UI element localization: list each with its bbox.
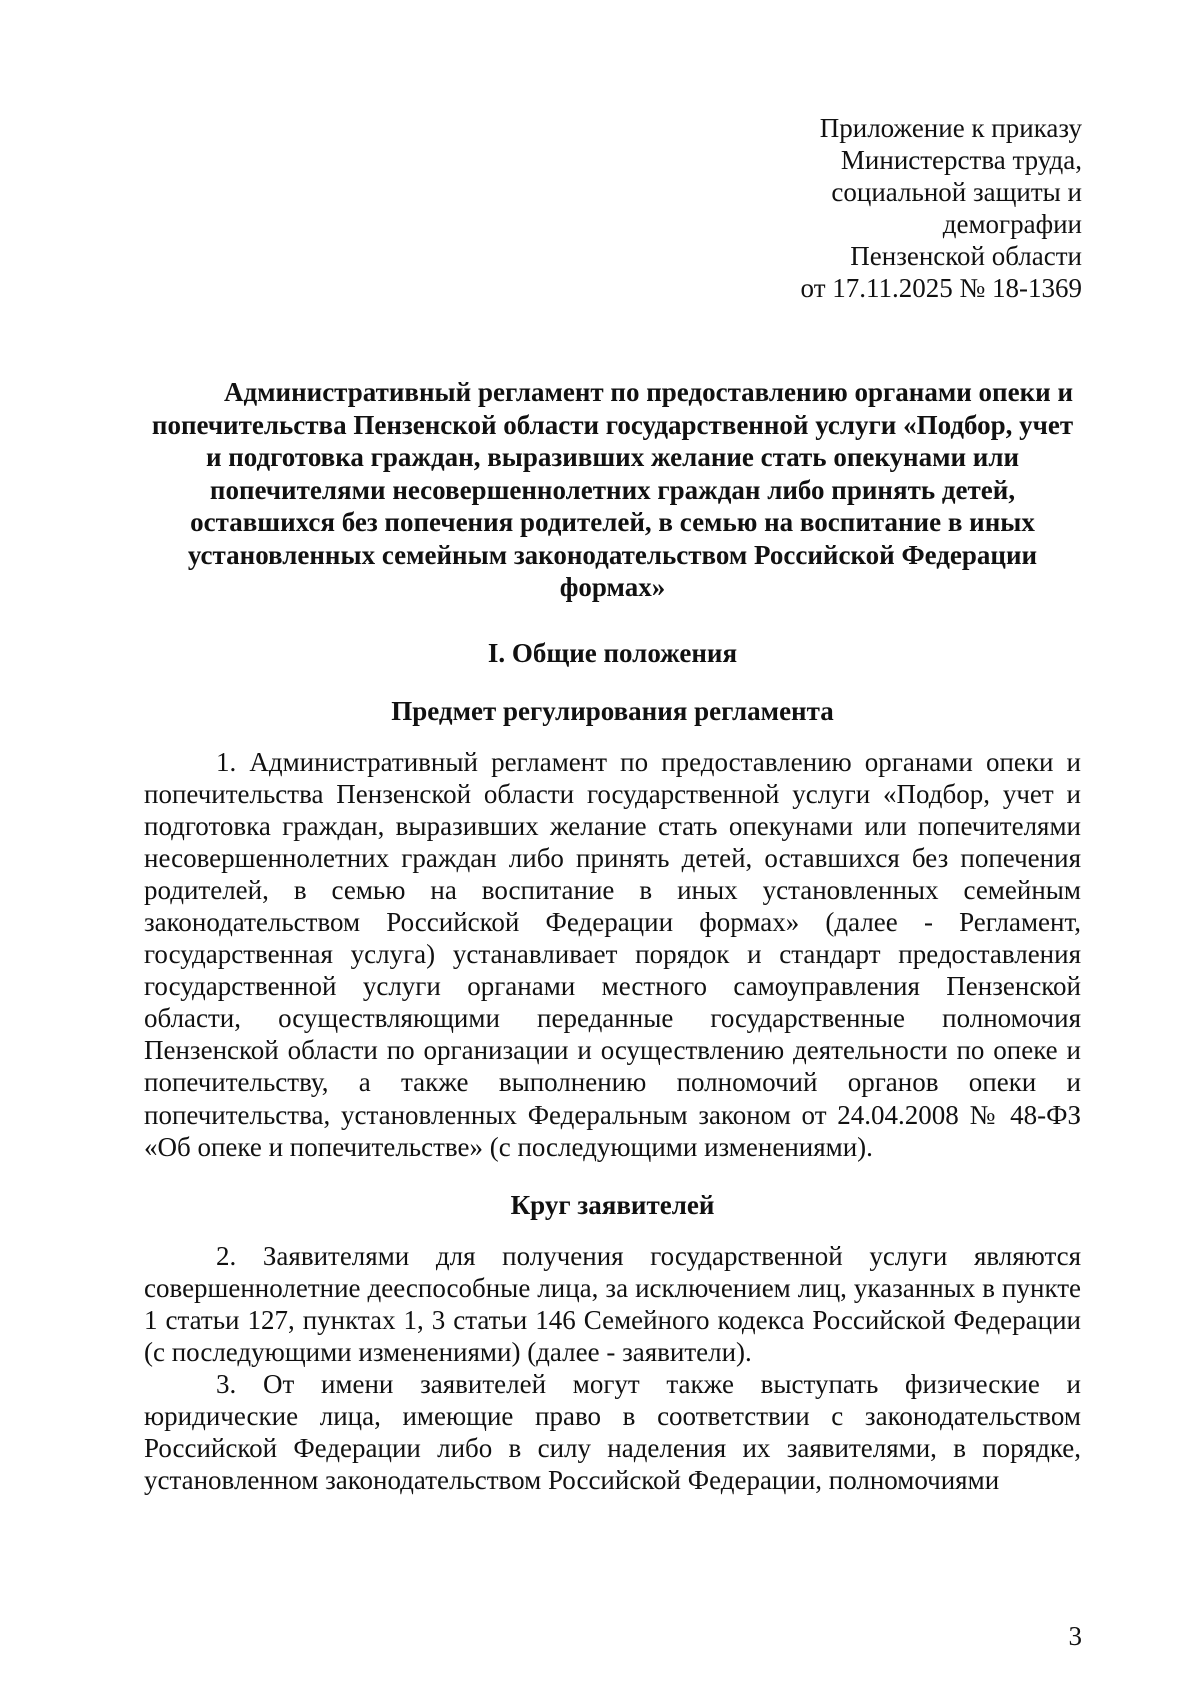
paragraph-3: 3. От имени заявителей могут также выступать физические и юридические лица, имеющие право в соответствии с законодательством Российской Федерации либо в силу наделения их заявителями, в порядке, установленном законодательством Российской Федерации, полномочиями [144, 1369, 1081, 1496]
appendix-line: Министерства труда, [840, 145, 1082, 175]
page-number: 3 [1068, 1621, 1082, 1651]
appendix-line-order-number: от 17.11.2025 № 18-1369 [800, 273, 1082, 303]
section-title: I. Общие положения [487, 637, 738, 668]
subsection-title-applicants: Круг заявителей [510, 1189, 715, 1220]
appendix-line: Пензенской области [850, 241, 1082, 271]
paragraph-2: 2. Заявителями для получения государственной услуги являются совершеннолетние дееспособные лица, за исключением лиц, указанных в пункте 1 статьи 127, пунктах 1, 3 статьи 146 Семейного кодекса Российской Федерации (с последующими изменениями) (далее - заявители). [144, 1240, 1081, 1367]
document-body [144, 376, 1081, 1496]
appendix-line: демографии [942, 209, 1082, 239]
subsection-title-subject: Предмет регулирования регламента [391, 695, 834, 726]
appendix-line: социальной защиты и [831, 177, 1082, 207]
document-title: Административный регламент по предоставлению органами опеки и попечительства Пензенской области государственной услуги «Подбор, учет и подготовка граждан, выразивших желание стать опекунами или попечителями несовершеннолетних граждан либо принять детей, оставшихся без попечения родителей, в семью на воспитание в иных установленных семейным законодательством Российской Федерации формах» [151, 377, 1074, 602]
appendix-block [662, 112, 1082, 304]
paragraph-1: 1. Административный регламент по предоставлению органами опеки и попечительства Пензенской области государственной услуги «Подбор, учет и подготовка граждан, выразивших желание стать опекунами или попечителями несовершеннолетних граждан либо принять детей, оставшихся без попечения родителей, в семью на воспитание в иных установленных семейным законодательством Российской Федерации формах» (далее - Регламент, государственная услуга) устанавливает порядок и стандарт предоставления государственной услуги органами местного самоуправления Пензенской области, осуществляющими переданные государственные полномочия Пензенской области по организации и осуществлению деятельности по опеке и попечительству, а также выполнению полномочий органов опеки и попечительства, установленных Федеральным законом от 24.04.2008 № 48-ФЗ «Об опеке и попечительстве» (с последующими изменениями). [144, 746, 1081, 1162]
appendix-line: Приложение к приказу [819, 113, 1082, 143]
